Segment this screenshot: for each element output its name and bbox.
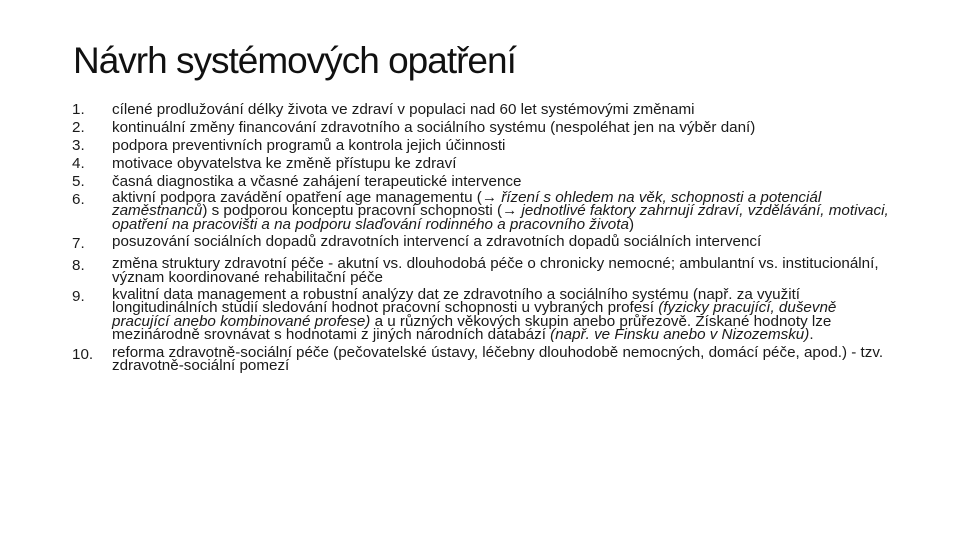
italic-text-segment: (fyzicky pracující, duševně pracující anebo kombinované profese) [112, 299, 837, 330]
list-item-number: 3. [72, 137, 85, 154]
list-item-number: 1. [72, 101, 85, 118]
text-segment: ) s podporou konceptu pracovní schopnosti ( [202, 202, 503, 220]
list-item [72, 119, 892, 137]
list-item [72, 191, 892, 231]
list-item-number: 4. [72, 155, 85, 172]
text-segment: aktivní podpora zavádění opatření age managementu ( [112, 189, 482, 206]
italic-text-segment: → jednotlivé faktory zahrnují zdraví, vzdělávání, motivaci, opatření na pracovišti a na podporu slaďování rodinného a pracovního života [112, 202, 889, 233]
list-item-number: 10. [72, 345, 94, 363]
list-item-number: 6. [72, 191, 85, 208]
text-segment: časná diagnostika a včasné zahájení terapeutické intervence [112, 173, 522, 190]
text-segment: změna struktury zdravotní péče - akutní vs. dlouhodobá péče o chronicky nemocné; ambulantní vs. institucionální, význam koordinované rehabilitační péče [112, 255, 879, 286]
list-item-text [112, 288, 892, 342]
list-item [72, 343, 892, 375]
list-item-text [112, 119, 892, 137]
measures-list [72, 101, 892, 375]
text-segment: . [809, 326, 814, 344]
text-segment: cílené prodlužování délky života ve zdraví v populaci nad 60 let systémovými změnami [112, 101, 695, 118]
text-segment: reforma zdravotně-sociální péče (pečovatelské ústavy, léčebny dlouhodobě nemocných, domácí péče, apod.) - tzv. zdravotně-sociální pomezí [112, 343, 884, 375]
list-item [72, 137, 892, 155]
list-item [72, 235, 892, 253]
list-item [72, 155, 892, 173]
italic-text-segment: (např. ve Finsku anebo v Nizozemsku) [550, 326, 810, 344]
list-item [72, 101, 892, 119]
list-item [72, 257, 892, 284]
list-item-number: 8. [72, 257, 85, 275]
list-item-text [112, 155, 892, 173]
list-item-number: 5. [72, 173, 85, 190]
list-item-text [112, 137, 892, 155]
list-item-text [112, 191, 892, 231]
list-item-text [112, 343, 892, 375]
text-segment: kvalitní data management a robustní analýzy dat ze zdravotního a sociálního systému (např. za využití longitudinálních studií sledování hodnot pracovní schopnosti u vybraných profesí [112, 286, 801, 317]
list-item [72, 288, 892, 342]
text-segment: posuzování sociálních dopadů zdravotních intervencí a zdravotních dopadů sociálních intervencí [112, 233, 762, 251]
text-segment: podpora preventivních programů a kontrola jejich účinnosti [112, 137, 506, 154]
slide-title: Návrh systémových opatření [73, 40, 516, 81]
list-item-text [112, 101, 892, 119]
list-item-number: 2. [72, 119, 85, 136]
italic-text-segment: → řízení s ohledem na věk, schopnosti a potenciál zaměstnanců [112, 189, 822, 220]
text-segment: kontinuální změny financování zdravotního a sociálního systému (nespoléhat jen na výběr daní) [112, 119, 756, 136]
list-item-text [112, 257, 892, 284]
text-segment: ) [628, 215, 634, 233]
text-segment: motivace obyvatelstva ke změně přístupu ke zdraví [112, 155, 457, 172]
text-segment: a u různých věkových skupin anebo průřezově. Získané hodnoty lze mezinárodně srovnávat s hodnotami z jiných národních databází [112, 312, 832, 344]
list-item-number: 7. [72, 235, 85, 253]
list-item-text [112, 235, 892, 253]
list-item-number: 9. [72, 288, 85, 306]
